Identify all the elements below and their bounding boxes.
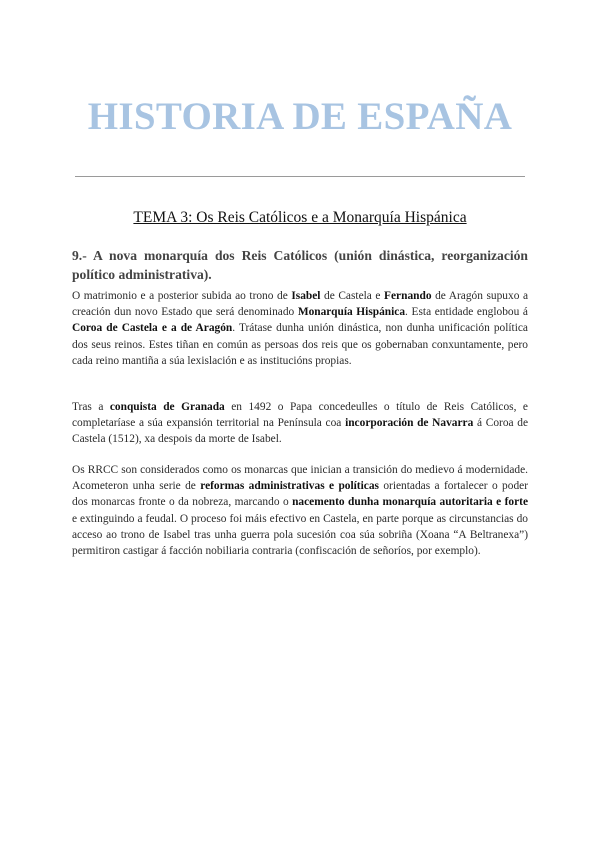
bold-term: Monarquía Hispánica	[297, 306, 406, 319]
paragraph-3	[72, 462, 528, 559]
text-run: orientadas a fortalecer o poder dos monarcas fronte o da nobreza, marcando o	[72, 480, 528, 509]
bold-term: incorporación de Navarra	[345, 417, 474, 430]
text-run: Os RRCC son considerados como os monarcas que inician a transición do medievo á modernidade. Acometeron unha serie de	[72, 464, 528, 493]
text-run: . Trátase dunha unión dinástica, non dunha unificación política dos seus reinos. Estes tiñan en común as persoas dos reis que os gobernaban conxuntamente, pero cada reino mantiña a súa lexislación e as institucións propias.	[72, 322, 528, 367]
bold-term: nacemento dunha monarquía autoritaria e forte	[292, 496, 529, 509]
title-divider	[75, 176, 525, 177]
section-heading: 9.- A nova monarquía dos Reis Católicos (unión dinástica, reorganización político administrativa).	[72, 248, 528, 282]
main-title: HISTORIA DE ESPAÑA	[87, 95, 513, 138]
bold-term: reformas administrativas e políticas	[200, 480, 379, 493]
text-run: de Castela e	[320, 290, 385, 302]
bold-term: conquista de Granada	[109, 401, 225, 413]
text-run: de Aragón supuxo a creación dun novo Estado que será denominado	[72, 290, 529, 319]
bold-term: Fernando	[384, 290, 432, 302]
text-run: Tras a	[72, 401, 110, 413]
bold-term: Coroa de Castela e a de Aragón	[72, 322, 233, 335]
theme-title: TEMA 3: Os Reis Católicos e a Monarquía Hispánica	[133, 209, 467, 226]
paragraph-2	[72, 399, 528, 448]
text-run: . Esta entidade englobou á	[405, 306, 528, 319]
bold-term: Isabel	[291, 290, 321, 302]
text-run: en 1492 o Papa concedeulles o título de Reis Católicos, e completaríase a súa expansión territorial na Península coa	[72, 401, 528, 430]
text-run: e extinguindo a feudal. O proceso foi máis efectivo en Castela, en parte porque as circunstancias do acceso ao trono de Isabel tras unha guerra pola sucesión coa súa sobriña (Xoana “A Beltranexa”) permitiron castigar á facción nobiliaria contraria (confiscación de señoríos, por exemplo).	[72, 512, 528, 558]
paragraph-1	[72, 288, 528, 369]
text-run: O matrimonio e a posterior subida ao trono de	[72, 290, 292, 302]
text-run: á Coroa de Castela (1512), xa despois da morte de Isabel.	[72, 417, 529, 446]
